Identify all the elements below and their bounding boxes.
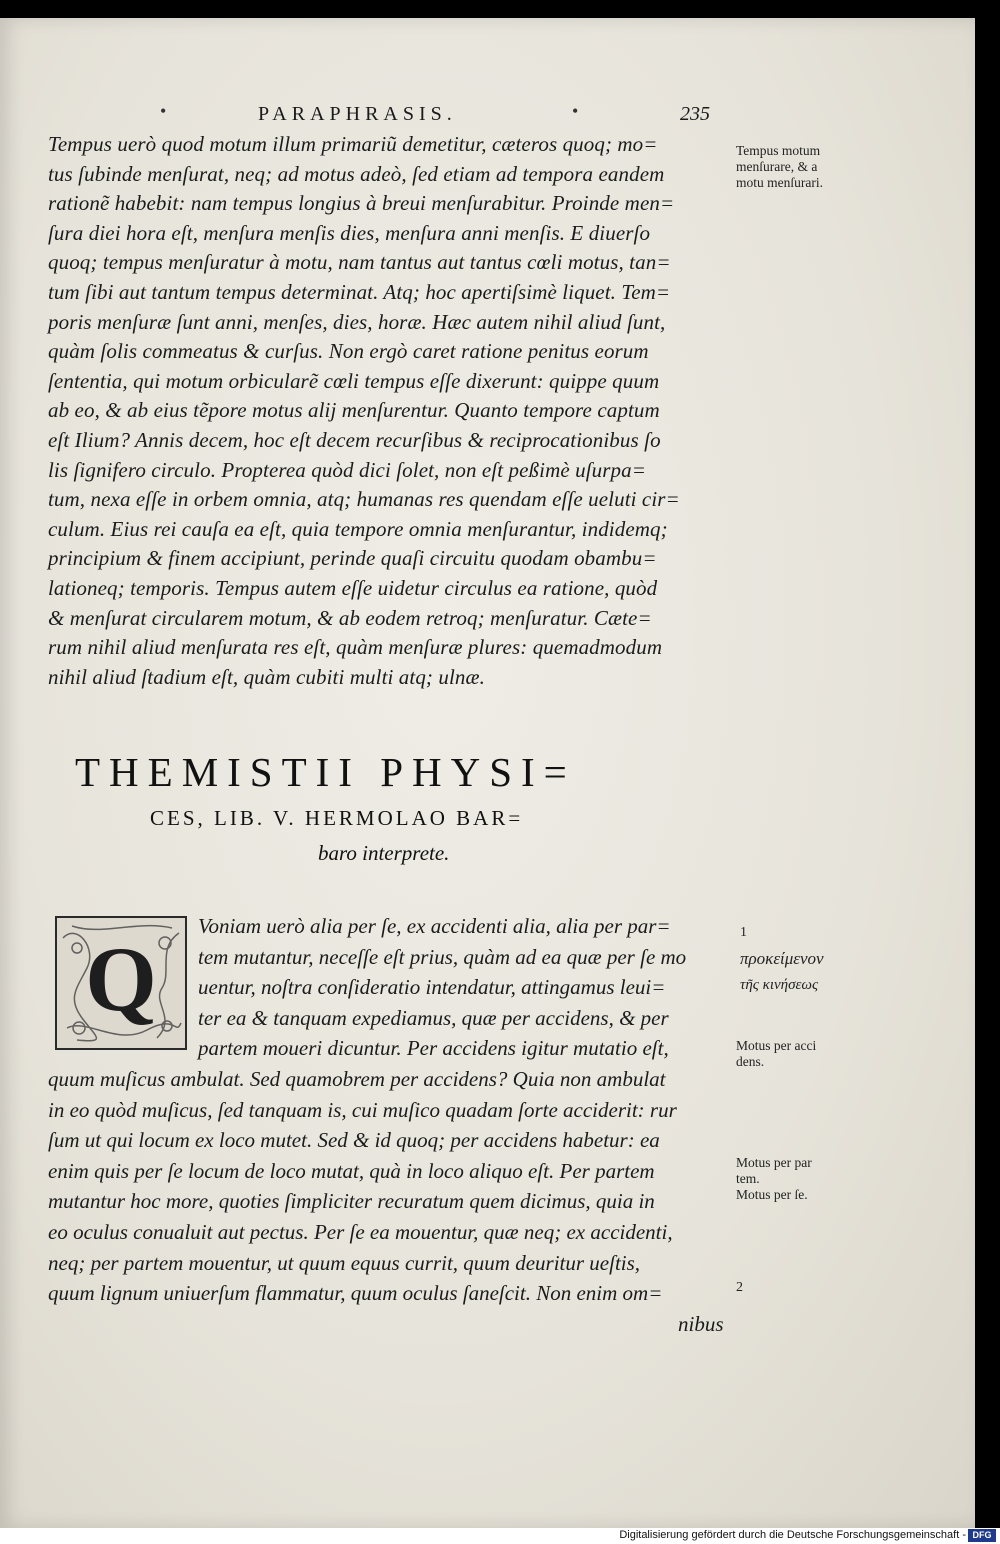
text-line: tum, nexa eſſe in orbem omnia, atq; humanas res quendam eſſe ueluti cir= <box>48 487 680 512</box>
text-line: eſt Ilium? Annis decem, hoc eſt decem recurſibus & reciprocationibus ſo <box>48 427 661 452</box>
text-line: tem mutantur, neceſſe eſt prius, quàm ad ea quæ per ſe mo <box>198 944 687 969</box>
margin-note-line: Tempus motum <box>736 143 821 158</box>
text-line: mutantur hoc more, quoties ſimpliciter recuratum quem dicimus, quia in <box>48 1189 655 1214</box>
text-line: tum ſibi aut tantum tempus determinat. Atq; hoc apertiſsimè liquet. Tem= <box>48 279 671 304</box>
ornament-dot: • <box>160 101 167 121</box>
page-number: 235 <box>680 103 710 125</box>
text-line: uentur, noſtra conſideratio intendatur, attingamus leui= <box>198 975 666 1000</box>
running-head <box>0 103 975 133</box>
running-head-title: PARAPHRASIS. <box>258 103 457 125</box>
text-line: enim quis per ſe locum de loco mutat, quà in loco aliquo eſt. Per partem <box>48 1158 655 1183</box>
heading-line-1: THEMISTII PHYSI= <box>75 749 576 795</box>
margin-note-line: Motus per ſe. <box>736 1187 808 1202</box>
text-line: eo oculus conualuit aut pectus. Per ſe ea mouentur, quæ neq; ex accidenti, <box>48 1219 673 1244</box>
text-line: Tempus uerò quod motum illum primariũ demetitur, cæteros quoq; mo= <box>48 132 658 156</box>
text-line: quàm ſolis commeatus & curſus. Non ergò caret ratione penitus eorum <box>48 339 649 364</box>
text-line: rum nihil aliud menſurata res eſt, quàm menſuræ plures: quemadmodum <box>48 635 663 660</box>
margin-note-line: Motus per acci <box>736 1038 817 1053</box>
text-line: poris menſuræ ſunt anni, menſes, dies, horæ. Hæc autem nihil aliud ſunt, <box>48 309 666 334</box>
margin-note-line: dens. <box>736 1054 765 1069</box>
text-line: Voniam uerò alia per ſe, ex accidenti alia, alia per par= <box>198 914 671 938</box>
text-line: nihil aliud ſtadium eſt, quàm cubiti multi atq; ulnæ. <box>48 664 485 689</box>
margin-note-line: tem. <box>736 1171 760 1186</box>
ornament-dot: • <box>572 101 579 121</box>
text-line: partem moueri dicuntur. Per accidens igitur mutatio eſt, <box>198 1036 669 1061</box>
text-line: ſum ut qui locum ex loco mutet. Sed & id quoq; per accidens habetur: ea <box>48 1128 660 1153</box>
text-line: principium & finem accipiunt, perinde quaſi circuitu quodam obambu= <box>48 546 657 571</box>
text-line: quum muſicus ambulat. Sed quamobrem per accidens? Quia non ambulat <box>48 1066 666 1091</box>
text-line: lationeq; temporis. Tempus autem eſſe uidetur circulus ea ratione, quòd <box>48 575 658 600</box>
text-line: tus ſubinde menſurat, neq; ad motus adeò, ſed etiam ad tempora eandem <box>48 161 665 186</box>
text-line: & menſurat circularem motum, & ab eodem retroq; menſuratur. Cæte= <box>48 605 652 630</box>
footer-bar <box>0 1528 1000 1544</box>
text-line: rationẽ habebit: nam tempus longius à breui menſurabitur. Proinde men= <box>48 191 675 216</box>
text-line: in eo quòd muſicus, ſed tanquam is, cui muſico quadam ſorte acciderit: rur <box>48 1097 677 1122</box>
text-line: nibus <box>678 1311 724 1336</box>
text-line: quoq; tempus menſuratur à motu, nam tantus aut tantus cœli motus, tan= <box>48 250 671 275</box>
dfg-logo: DFG <box>968 1529 996 1542</box>
note-marker: 1 <box>740 925 747 940</box>
margin-note-line: menſurare, & a <box>736 159 818 174</box>
margin-note-line: Motus per par <box>736 1155 812 1170</box>
text-line: neq; per partem mouentur, ut quum equus currit, quum deuritur ueſtis, <box>48 1250 641 1275</box>
greek-note: τῆς κινήσεως <box>740 977 819 993</box>
heading-line-2: CES, LIB. V. HERMOLAO BAR= <box>150 806 524 830</box>
greek-note: προκείμενον <box>740 949 824 968</box>
text-line: ab eo, & ab eius tẽpore motus alij menſurentur. Quanto tempore captum <box>48 398 660 423</box>
initial-letter: Q <box>85 928 157 1030</box>
section-heading <box>75 748 735 866</box>
margin-note-line: motu menſurari. <box>736 175 823 190</box>
text-line: ſura diei hora eſt, menſura menſis dies, menſura anni menſis. E diuerſo <box>48 220 651 245</box>
margin-note-per-partem <box>736 1155 886 1203</box>
heading-line-3: baro interprete. <box>318 841 450 865</box>
note-marker-2: 2 <box>736 1280 743 1295</box>
paragraph-themistius <box>48 911 728 1339</box>
margin-notes-greek <box>740 920 824 998</box>
margin-note-tempus <box>736 143 886 191</box>
text-line: ſententia, qui motum orbicularẽ cœli tempus eſſe dixerunt: quippe quum <box>48 368 660 393</box>
text-line: quum lignum uniuerſum flammatur, quum oculus ſaneſcit. Non enim om= <box>48 1281 663 1306</box>
paragraph-paraphrasis <box>48 130 728 692</box>
text-line: lis ſignifero circulo. Propterea quòd dici ſolet, non eſt peßimè uſurpa= <box>48 457 647 482</box>
book-page <box>0 18 975 1528</box>
text-line: culum. Eius rei cauſa ea eſt, quia tempore omnia menſurantur, indidemq; <box>48 516 668 541</box>
margin-note-per-accidens <box>736 1038 886 1070</box>
text-line: ter ea & tanquam expediamus, quæ per accidens, & per <box>198 1005 669 1030</box>
funding-notice: Digitalisierung gefördert durch die Deutsche Forschungsgemeinschaft - <box>619 1529 966 1541</box>
